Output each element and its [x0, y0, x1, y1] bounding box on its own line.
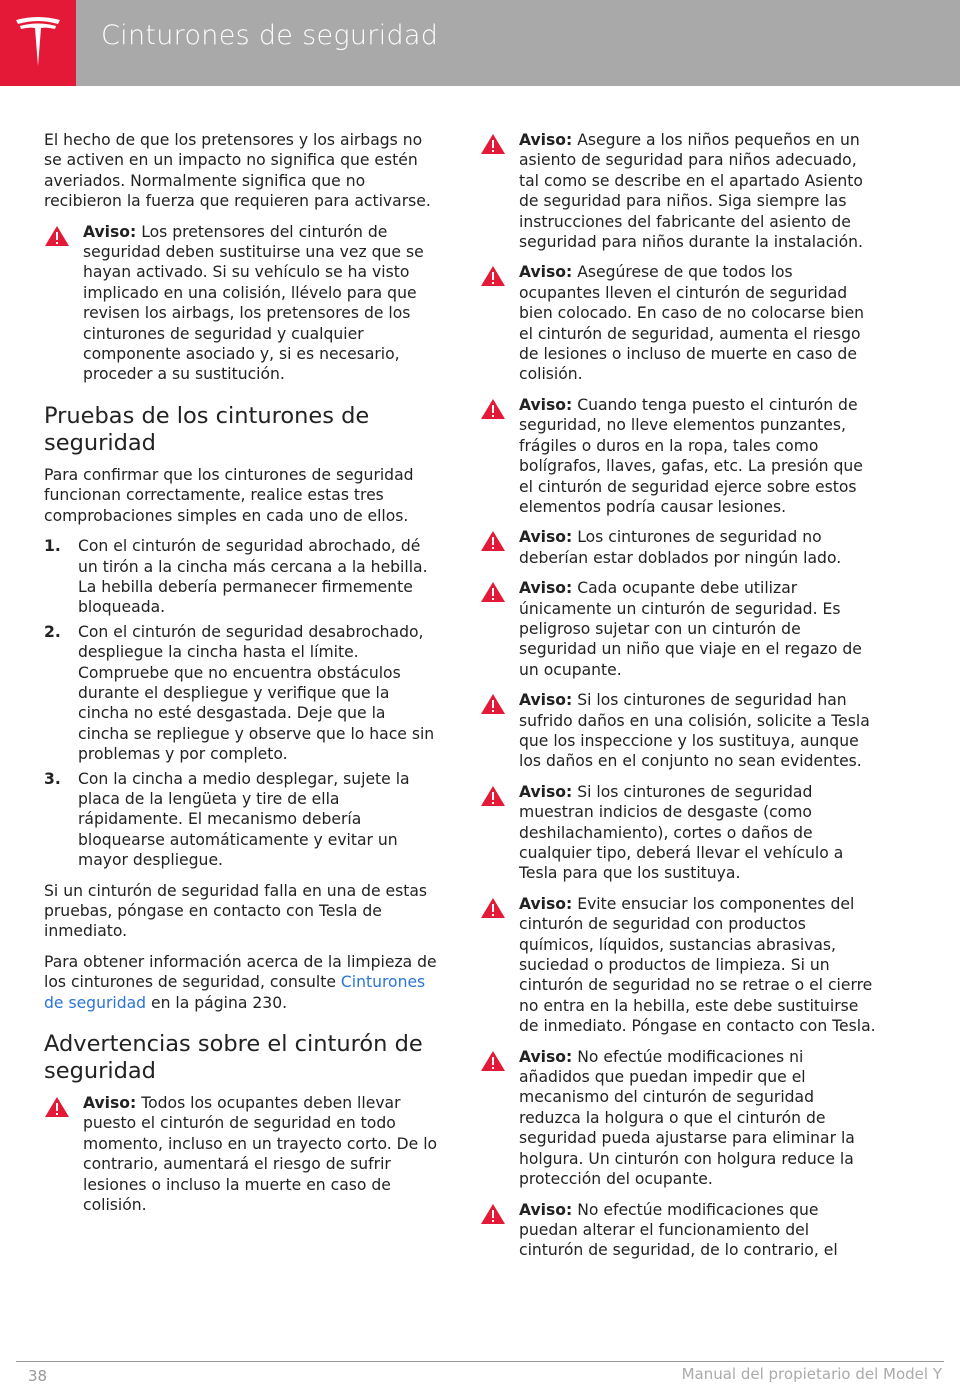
cleaning-paragraph	[44, 952, 440, 1013]
warning-block	[480, 395, 876, 517]
warning-text: Los cinturones de seguridad no deberían estar doblados por ningún lado.	[519, 528, 842, 567]
warning-block	[480, 894, 876, 1037]
section-heading-tests: Pruebas de los cinturones de seguridad	[44, 402, 370, 456]
list-item	[44, 622, 440, 765]
warning-label: Aviso:	[519, 528, 573, 547]
warning-block	[44, 1093, 440, 1215]
warning-label: Aviso:	[519, 1047, 573, 1066]
warning-icon	[480, 693, 506, 715]
warning-block	[480, 262, 876, 384]
tests-intro: Para confirmar que los cinturones de seguridad funcionan correctamente, realice estas tres comprobaciones simples en cada uno de ellos.	[44, 465, 414, 525]
step-text: Con el cinturón de seguridad desabrochado, despliegue la cincha hasta el límite. Compruebe que no encuentra obstáculos durante el despliegue y verifique que la cincha no esté desgastada. Deje que la cincha se repliegue y observe que lo hace sin problemas y por completo.	[78, 622, 435, 764]
warning-icon	[480, 398, 506, 420]
warning-text: Evite ensuciar los componentes del cinturón de seguridad con productos químicos, líquidos, sustancias abrasivas, suciedad o productos de limpieza. Si un cinturón de seguridad no se retrae o el cierre no entra en la hebilla, este debe sustituirse de inmediato. Póngase en contacto con Tesla.	[519, 894, 876, 1036]
page-number: 38	[28, 1367, 48, 1385]
step-text: Con el cinturón de seguridad abrochado, dé un tirón a la cincha más cercana a la hebilla. La hebilla debería permanecer firmemente bloqueada.	[78, 537, 428, 617]
warning-text: No efectúe modificaciones que puedan alterar el funcionamiento del cinturón de seguridad, de lo contrario, el	[519, 1200, 838, 1260]
step-number: 1.	[44, 537, 61, 556]
warning-label: Aviso:	[519, 894, 573, 913]
warning-label: Aviso:	[83, 1094, 137, 1113]
warning-text: Si los cinturones de seguridad han sufrido daños en una colisión, solicite a Tesla que los inspeccione y los sustituya, aunque los daños en el conjunto no sean evidentes.	[519, 691, 870, 771]
warning-icon	[480, 581, 506, 603]
warning-icon	[480, 785, 506, 807]
cross-reference-link[interactable]: Cinturones de seguridad	[44, 973, 426, 1012]
warning-block	[480, 130, 876, 252]
footer-divider	[16, 1361, 944, 1362]
intro-paragraph: El hecho de que los pretensores y los airbags no se activen en un impacto no significa que estén averiados. Normalmente significa que no recibieron la fuerza que requieren para activarse.	[44, 131, 431, 211]
cleaning-text-before: Para obtener información acerca de la limpieza de los cinturones de seguridad, consulte	[44, 952, 437, 992]
right-column	[480, 130, 876, 1271]
warning-label: Aviso:	[519, 691, 573, 710]
step-number: 3.	[44, 769, 61, 788]
warning-icon	[480, 530, 506, 552]
warning-icon	[480, 1050, 506, 1072]
cleaning-text-after: en la página 230.	[146, 993, 288, 1012]
warning-block	[480, 527, 876, 568]
warning-label: Aviso:	[519, 395, 573, 414]
fail-paragraph: Si un cinturón de seguridad falla en una de estas pruebas, póngase en contacto con Tesla de inmediato.	[44, 881, 428, 941]
left-column	[44, 130, 440, 1225]
warning-text: Los pretensores del cinturón de seguridad deben sustituirse una vez que se hayan activado. Si su vehículo se ha visto implicado en una colisión, llévelo para que revisen los airbags, los pretensores de los cinturones de seguridad y cualquier componente asociado y, si es necesario, proceder a su sustitución.	[83, 222, 424, 384]
warning-label: Aviso:	[519, 131, 573, 149]
steps-list	[44, 536, 440, 871]
page-title: Cinturones de seguridad	[101, 20, 439, 51]
warning-label: Aviso:	[519, 1200, 573, 1219]
warning-text: Todos los ocupantes deben llevar puesto el cinturón de seguridad en todo momento, incluso en un trayecto corto. De lo contrario, aumentará el riesgo de sufrir lesiones o incluso la muerte en caso de colisión.	[83, 1094, 438, 1215]
warning-block	[480, 782, 876, 884]
warning-block	[480, 578, 876, 680]
warning-label: Aviso:	[519, 579, 573, 598]
warning-text: No efectúe modificaciones ni añadidos que puedan impedir que el mecanismo del cinturón de seguridad reduzca la holgura o que el cinturón de seguridad pueda ajustarse para eliminar la holgura. Un cinturón con holgura reduce la protección del ocupante.	[519, 1047, 855, 1189]
warning-text: Si los cinturones de seguridad muestran indicios de desgaste (como deshilachamiento), cortes o daños de cualquier tipo, deberá llevar el vehículo a Tesla para que los sustituya.	[519, 782, 844, 883]
warning-text: Cuando tenga puesto el cinturón de seguridad, no lleve elementos punzantes, frágiles o duros en la ropa, tales como bolígrafos, llaves, gafas, etc. La presión que el cinturón de seguridad ejerce sobre estos elementos podría causar lesiones.	[519, 395, 863, 516]
manual-title: Manual del propietario del Model Y	[681, 1365, 942, 1383]
warning-block	[44, 222, 440, 385]
warning-icon	[480, 1203, 506, 1225]
warning-text: Asegure a los niños pequeños en un asiento de seguridad para niños adecuado, tal como se describe en el apartado Asiento de seguridad para niños. Siga siempre las instrucciones del fabricante del asiento de seguridad para niños durante la instalación.	[519, 131, 863, 252]
warning-label: Aviso:	[519, 263, 573, 282]
step-number: 2.	[44, 622, 61, 641]
warning-icon	[44, 225, 70, 247]
list-item	[44, 536, 440, 618]
section-heading-warnings: Advertencias sobre el cinturón de seguridad	[44, 1031, 423, 1085]
warning-block	[480, 690, 876, 772]
warning-icon	[480, 133, 506, 155]
list-item	[44, 769, 440, 871]
warning-icon	[480, 265, 506, 287]
page-header	[0, 0, 960, 86]
warning-icon	[44, 1096, 70, 1118]
tesla-logo	[0, 0, 76, 86]
warning-text: Asegúrese de que todos los ocupantes lleven el cinturón de seguridad bien colocado. En caso de no colocarse bien el cinturón de seguridad, aumenta el riesgo de lesiones o incluso de muerte en caso de colisión.	[519, 263, 865, 384]
warning-label: Aviso:	[519, 782, 573, 801]
warning-block	[480, 1200, 876, 1261]
warning-block	[480, 1047, 876, 1190]
warning-text: Cada ocupante debe utilizar únicamente un cinturón de seguridad. Es peligroso sujetar con un cinturón de seguridad un niño que viaje en el regazo de un ocupante.	[519, 579, 862, 679]
warning-label: Aviso:	[83, 222, 137, 241]
step-text: Con la cincha a medio desplegar, sujete la placa de la lengüeta y tire de ella rápidamente. El mecanismo debería bloquearse automáticamente y evitar un mayor despliegue.	[78, 769, 410, 870]
warning-icon	[480, 897, 506, 919]
tesla-logo-icon	[14, 16, 62, 68]
